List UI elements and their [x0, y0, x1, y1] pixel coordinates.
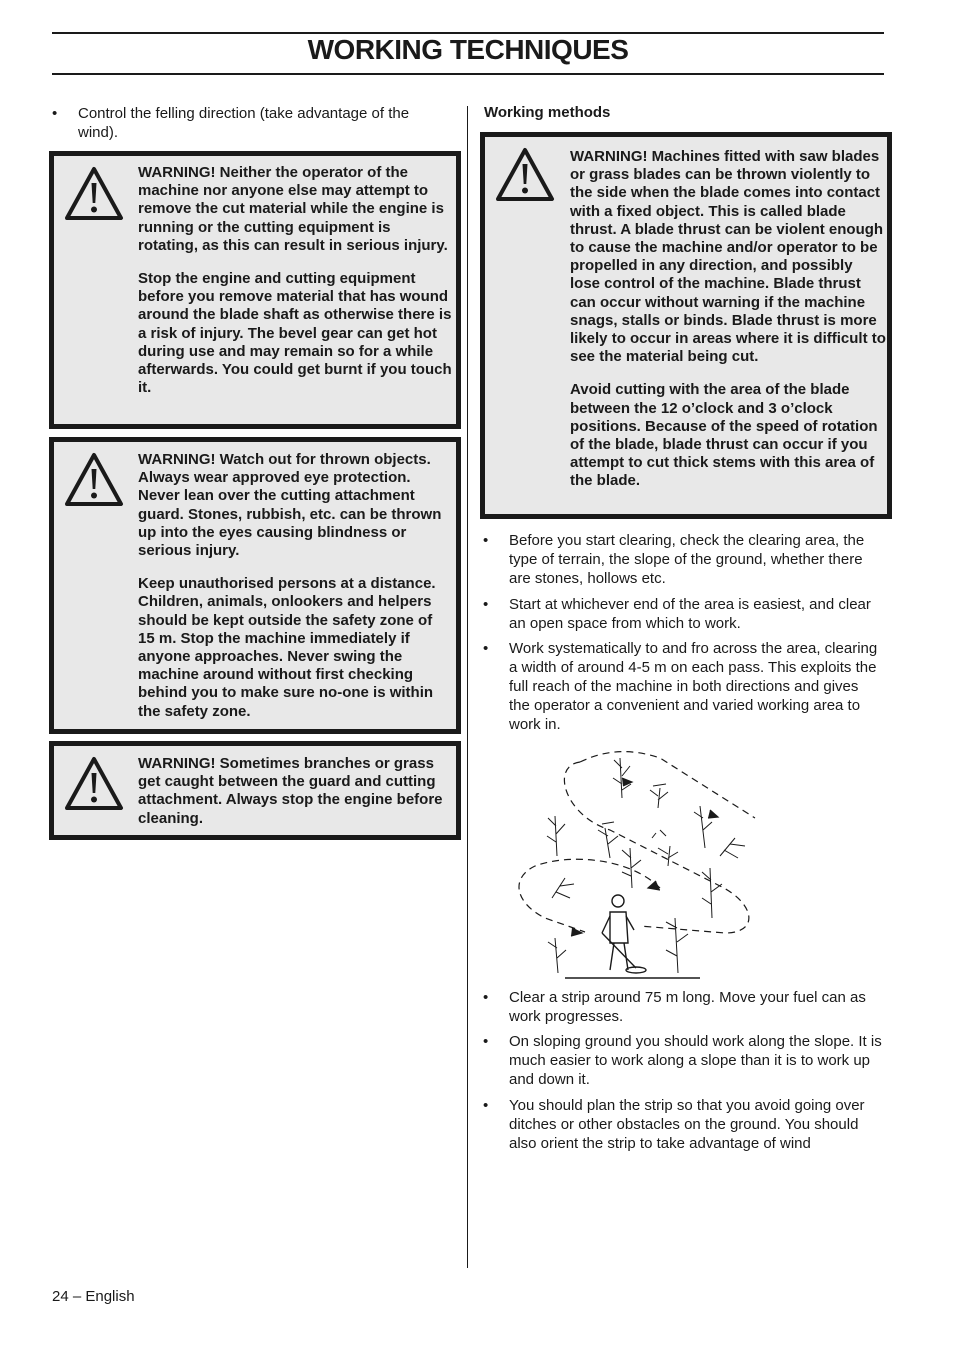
warning-text — [138, 164, 452, 412]
warning-paragraph: Avoid cutting with the area of the blade between the 12 o’clock and 3 o’clock positions. Because of the speed of rotation of the blade, blade thrust can occur if you attempt to cut thick stems with this area of the blade. — [570, 381, 878, 490]
warning-box — [480, 132, 892, 519]
page-title: WORKING TECHNIQUES — [307, 34, 629, 65]
warning-box — [49, 741, 461, 840]
warning-paragraph: WARNING! Neither the operator of the machine nor anyone else may attempt to remove the cut material while the engine is running or the cutting equipment is rotating, as this can result in serious injury. — [138, 164, 448, 254]
bullet-dot: • — [52, 105, 58, 122]
section-heading: Working methods — [484, 104, 611, 121]
bullet-text: Before you start clearing, check the clearing area, the type of terrain, the slope of the ground, whether there are stones, hollows etc. — [509, 532, 865, 587]
bullet-dot: • — [483, 1033, 489, 1050]
warning-paragraph: WARNING! Sometimes branches or grass get caught between the guard and cutting attachment. Always stop the engine before cleaning. — [138, 755, 443, 827]
bullet-dot: • — [483, 640, 489, 657]
warning-paragraph: Stop the engine and cutting equipment before you remove material that has wound around the blade shaft as otherwise there is a risk of injury. The bevel gear can get hot during use and may remain so for a while afterwards. You could get burnt if you touch it. — [138, 270, 452, 397]
page-footer: 24 – English — [52, 1288, 135, 1305]
warning-paragraph: Keep unauthorised persons at a distance. Children, animals, onlookers and helpers should be kept outside the safety zone of 15 m. Stop the machine immediately if anyone approaches. Never swing the machine around without first checking behind you to make sure no-one is within the safety zone. — [138, 575, 436, 720]
warning-paragraph: WARNING! Watch out for thrown objects. Always wear approved eye protection. Never lean over the cutting attachment guard. Stones, rubbish, etc. can be thrown up into the eyes causing blindness or serious injury. — [138, 451, 442, 560]
warning-triangle-icon — [64, 166, 124, 222]
clearing-pattern-illustration — [510, 738, 775, 983]
bullet-dot: • — [483, 532, 489, 549]
warning-paragraph: WARNING! Machines fitted with saw blades or grass blades can be thrown violently to the side when the blade comes into contact with a fixed object. This is called blade thrust. A blade thrust can be violent enough to cause the machine and/or operator to be propelled in any direction, and possibly lose control of the machine. Blade thrust can occur without warning if the machine snags, stalls or binds. Blade thrust is more likely to occur in areas where it is difficult to see the material being cut. — [570, 148, 886, 366]
bullet-dot: • — [483, 989, 489, 1006]
bullet-dot: • — [483, 596, 489, 613]
bullet-text: Work systematically to and fro across the area, clearing a width of around 4-5 m on each pass. This exploits the full reach of the machine in both directions and gives the operator a convenient and varied working area to work in. — [509, 640, 878, 733]
warning-box — [49, 437, 461, 734]
warning-triangle-icon — [64, 452, 124, 508]
warning-box — [49, 151, 461, 429]
warning-text — [570, 148, 886, 506]
column-divider — [467, 106, 468, 1268]
warning-triangle-icon — [64, 756, 124, 812]
bullet-text: Control the felling direction (take advantage of the wind). — [78, 105, 410, 141]
bullet-text: Start at whichever end of the area is easiest, and clear an open space from which to work. — [509, 596, 871, 632]
warning-text — [138, 451, 452, 736]
header-rule-bottom — [52, 73, 884, 75]
bullet-text: Clear a strip around 75 m long. Move your fuel can as work progresses. — [509, 989, 866, 1025]
bullet-dot: • — [483, 1097, 489, 1114]
bullet-text: On sloping ground you should work along the slope. It is much easier to work along a slope than it is to work up and down it. — [509, 1033, 882, 1088]
warning-text — [138, 755, 452, 843]
bullet-text: You should plan the strip so that you avoid going over ditches or other obstacles on the ground. You should also orient the strip to take advantage of wind — [509, 1097, 865, 1152]
warning-triangle-icon — [495, 147, 555, 203]
